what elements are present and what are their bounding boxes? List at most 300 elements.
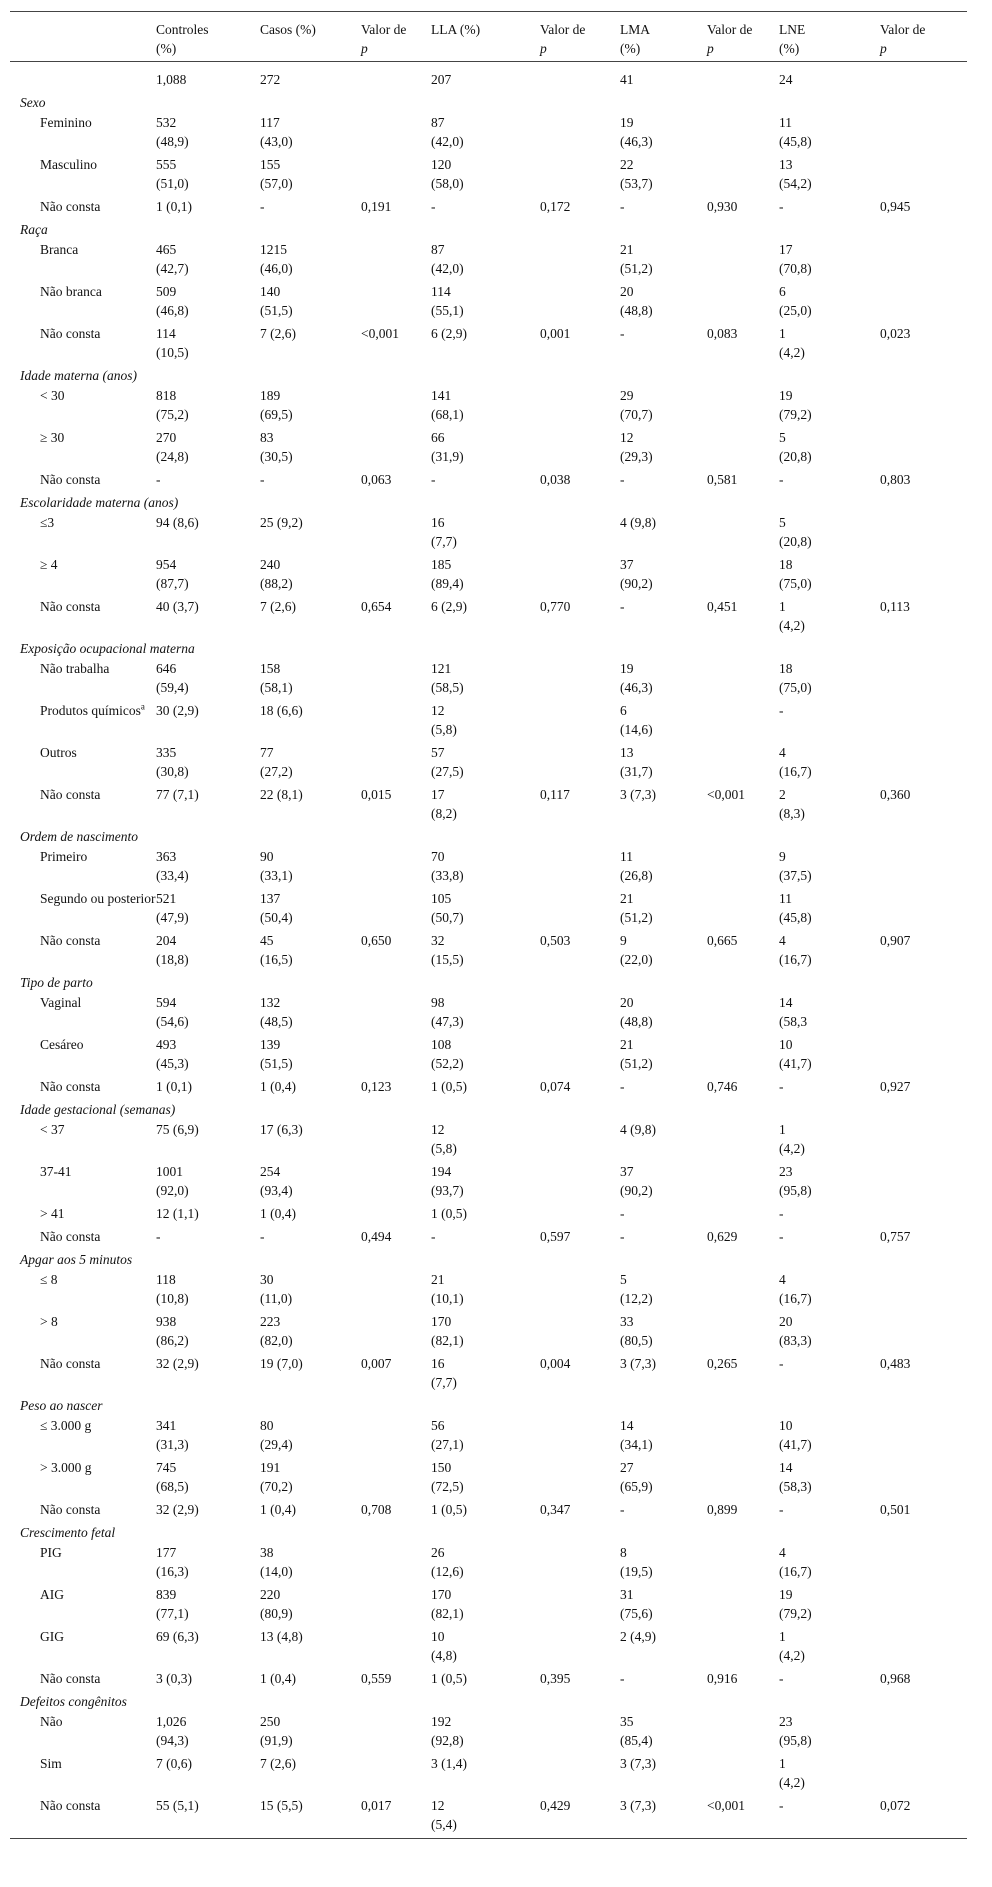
row-label-text: Sim [40, 1756, 62, 1771]
cell-value: 493 [156, 1037, 177, 1052]
row-label-text: Primeiro [40, 849, 88, 864]
table-cell [260, 1120, 361, 1162]
cell-value: 3 (7,3) [620, 1798, 656, 1813]
table-cell [540, 1500, 620, 1523]
cell-percent: (95,8) [779, 1183, 812, 1198]
table-cell [156, 597, 260, 639]
cell-percent: (50,4) [260, 910, 293, 925]
cell-value: 192 [431, 1714, 452, 1729]
cell-value: 745 [156, 1460, 177, 1475]
table-cell [361, 1204, 431, 1227]
table-cell [707, 113, 779, 155]
table-cell [361, 428, 431, 470]
table-cell [880, 1035, 967, 1077]
cell-value: 4 (9,8) [620, 515, 656, 530]
table-cell [260, 1627, 361, 1669]
cell-value: <0,001 [707, 1798, 745, 1813]
cell-value: 13 [620, 745, 634, 760]
cell-value: 1 (0,4) [260, 1502, 296, 1517]
cell-percent: (34,1) [620, 1437, 653, 1452]
table-cell [620, 470, 707, 493]
table-cell [880, 428, 967, 470]
table-cell [540, 743, 620, 785]
row-label [10, 240, 156, 282]
table-cell [260, 1543, 361, 1585]
cell-value: - [156, 472, 161, 487]
table-cell [431, 1416, 540, 1458]
cell-value: 1 [779, 1122, 786, 1137]
cell-value: - [779, 1671, 784, 1686]
table-cell [361, 597, 431, 639]
cell-value: 1 (0,4) [260, 1671, 296, 1686]
total-cell [707, 62, 779, 94]
table-cell [156, 993, 260, 1035]
table-cell [880, 743, 967, 785]
cell-value: 0,930 [707, 199, 738, 214]
table-row [10, 1035, 967, 1077]
cell-value: - [620, 326, 625, 341]
table-cell [707, 1543, 779, 1585]
table-cell [540, 1354, 620, 1396]
table-cell [431, 1458, 540, 1500]
table-cell [779, 1204, 880, 1227]
table-cell [620, 1035, 707, 1077]
cell-value: 80 [260, 1418, 274, 1433]
cell-value: 4 [779, 933, 786, 948]
cell-value: 1001 [156, 1164, 183, 1179]
cell-value: 139 [260, 1037, 281, 1052]
row-label [10, 701, 156, 743]
table-cell [431, 889, 540, 931]
cell-percent: (59,4) [156, 680, 189, 695]
table-cell [880, 1120, 967, 1162]
table-cell [361, 113, 431, 155]
table-cell [260, 386, 361, 428]
cell-value: 22 [620, 157, 634, 172]
table-row [10, 513, 967, 555]
cell-value: 132 [260, 995, 281, 1010]
cell-percent: (50,7) [431, 910, 464, 925]
table-cell [707, 197, 779, 220]
table-cell [156, 113, 260, 155]
table-cell [880, 1585, 967, 1627]
table-cell [156, 785, 260, 827]
cell-value: 0,451 [707, 599, 738, 614]
table-row [10, 1500, 967, 1523]
table-row [10, 1162, 967, 1204]
cell-percent: (16,3) [156, 1564, 189, 1579]
table-cell [779, 597, 880, 639]
table-cell [620, 1669, 707, 1692]
row-label [10, 1669, 156, 1692]
table-cell [540, 1312, 620, 1354]
section-row [10, 93, 967, 113]
table-cell [620, 1354, 707, 1396]
section-title: Defeitos congênitos [20, 1694, 127, 1709]
table-cell [779, 113, 880, 155]
table-cell [156, 1416, 260, 1458]
row-label-text: Vaginal [40, 995, 82, 1010]
cell-value: 6 (2,9) [431, 326, 467, 341]
table-cell [707, 889, 779, 931]
table-cell [361, 1035, 431, 1077]
table-cell [431, 1712, 540, 1754]
table-cell [707, 1585, 779, 1627]
table-cell [361, 1458, 431, 1500]
table-cell [361, 743, 431, 785]
cell-value: - [779, 703, 784, 718]
cell-value: 11 [779, 891, 792, 906]
cell-value: 0,650 [361, 933, 392, 948]
table-cell [779, 513, 880, 555]
cell-value: 20 [620, 284, 634, 299]
row-label-text: Não consta [40, 1502, 101, 1517]
cell-percent: (42,0) [431, 261, 464, 276]
table-row [10, 1354, 967, 1396]
table-cell [156, 659, 260, 701]
cell-value: 1 (0,5) [431, 1079, 467, 1094]
cell-value: 0,113 [880, 599, 910, 614]
cell-value: 0,074 [540, 1079, 571, 1094]
cell-percent: (82,1) [431, 1333, 464, 1348]
cell-value: <0,001 [707, 787, 745, 802]
cell-value: - [620, 1079, 625, 1094]
cell-percent: (31,3) [156, 1437, 189, 1452]
table-cell [620, 1204, 707, 1227]
column-header-text: (%) [620, 41, 641, 56]
table-cell [540, 1035, 620, 1077]
table-cell [156, 1500, 260, 1523]
row-label-text: Não branca [40, 284, 102, 299]
table-cell [260, 597, 361, 639]
cell-value: 57 [431, 745, 445, 760]
table-cell [431, 1354, 540, 1396]
table-cell [779, 1627, 880, 1669]
row-label [10, 597, 156, 639]
cell-value: 31 [620, 1587, 634, 1602]
table-cell [779, 1416, 880, 1458]
cell-percent: (48,5) [260, 1014, 293, 1029]
cell-value: 1 (0,5) [431, 1206, 467, 1221]
table-cell [707, 1712, 779, 1754]
total-cell: 41 [620, 72, 634, 87]
cell-percent: (54,2) [779, 176, 812, 191]
table-cell [431, 1162, 540, 1204]
cell-percent: (51,2) [620, 261, 653, 276]
cell-value: 0,191 [361, 199, 392, 214]
row-label-text: AIG [40, 1587, 64, 1602]
cell-value: 0,665 [707, 933, 738, 948]
table-cell [880, 1204, 967, 1227]
cell-value: 0,581 [707, 472, 738, 487]
table-cell [156, 1543, 260, 1585]
table-row [10, 555, 967, 597]
cell-value: 0,072 [880, 1798, 911, 1813]
cell-value: 29 [620, 388, 634, 403]
cell-percent: (68,1) [431, 407, 464, 422]
table-cell [620, 1458, 707, 1500]
cell-value: 94 (8,6) [156, 515, 199, 530]
cell-value: 14 [620, 1418, 634, 1433]
cell-percent: (46,0) [260, 261, 293, 276]
cell-value: 1 [779, 326, 786, 341]
cell-percent: (51,5) [260, 303, 293, 318]
column-header [880, 12, 967, 62]
table-cell [260, 931, 361, 973]
table-cell [361, 993, 431, 1035]
table-cell [260, 1669, 361, 1692]
cell-value: 17 [779, 242, 793, 257]
table-cell [779, 1796, 880, 1839]
table-cell [540, 324, 620, 366]
cell-value: 18 [779, 661, 793, 676]
cell-percent: (72,5) [431, 1479, 464, 1494]
cell-percent: (70,7) [620, 407, 653, 422]
cell-value: 8 [620, 1545, 627, 1560]
table-cell [361, 1669, 431, 1692]
cell-percent: (58,3 [779, 1014, 808, 1029]
table-cell [620, 785, 707, 827]
section-row [10, 827, 967, 847]
column-header-text: p [540, 41, 547, 56]
table-cell [156, 1712, 260, 1754]
table-cell [707, 993, 779, 1035]
cell-value: 27 [620, 1460, 634, 1475]
cell-value: 0,395 [540, 1671, 571, 1686]
table-cell [880, 470, 967, 493]
cell-value: 0,708 [361, 1502, 392, 1517]
cell-value: 0,083 [707, 326, 738, 341]
table-cell [260, 240, 361, 282]
table-cell [156, 1458, 260, 1500]
table-cell [779, 1227, 880, 1250]
cell-value: 0,916 [707, 1671, 738, 1686]
cell-value: 45 [260, 933, 274, 948]
table-cell [540, 931, 620, 973]
table-cell [361, 1077, 431, 1100]
cell-value: 66 [431, 430, 445, 445]
table-cell [540, 428, 620, 470]
cell-percent: (16,5) [260, 952, 293, 967]
table-cell [156, 1627, 260, 1669]
cell-percent: (20,8) [779, 449, 812, 464]
cell-value: - [431, 1229, 436, 1244]
table-cell [540, 1627, 620, 1669]
cell-value: 11 [779, 115, 792, 130]
table-cell [707, 931, 779, 973]
cell-value: 55 (5,1) [156, 1798, 199, 1813]
table-cell [260, 889, 361, 931]
cell-value: 4 [779, 1545, 786, 1560]
column-header-text: p [880, 41, 887, 56]
cell-value: 118 [156, 1272, 176, 1287]
cell-value: 1 (0,4) [260, 1079, 296, 1094]
table-cell [620, 701, 707, 743]
cell-value: 114 [156, 326, 176, 341]
cell-value: 20 [620, 995, 634, 1010]
row-label [10, 555, 156, 597]
column-header [361, 12, 431, 62]
table-cell [620, 513, 707, 555]
table-row [10, 993, 967, 1035]
table-cell [880, 1077, 967, 1100]
table-cell [540, 555, 620, 597]
table-cell [880, 847, 967, 889]
row-label [10, 1585, 156, 1627]
total-cell [540, 62, 620, 94]
table-cell [779, 386, 880, 428]
table-cell [707, 1312, 779, 1354]
table-cell [260, 1754, 361, 1796]
cell-value: 1,026 [156, 1714, 187, 1729]
cell-value: - [156, 1229, 161, 1244]
table-row [10, 743, 967, 785]
table-cell [779, 1077, 880, 1100]
table-row [10, 324, 967, 366]
cell-value: 140 [260, 284, 281, 299]
cell-value: 16 [431, 1356, 445, 1371]
table-cell [779, 785, 880, 827]
cell-value: 19 [620, 661, 634, 676]
table-cell [779, 743, 880, 785]
table-cell [779, 1035, 880, 1077]
cell-value: 40 (3,7) [156, 599, 199, 614]
cell-percent: (68,5) [156, 1479, 189, 1494]
cell-value: 0,265 [707, 1356, 738, 1371]
table-cell [880, 889, 967, 931]
cell-value: - [620, 1671, 625, 1686]
cell-value: 1 [779, 1629, 786, 1644]
table-cell [707, 701, 779, 743]
table-cell [620, 1585, 707, 1627]
table-cell [707, 1227, 779, 1250]
cell-value: 90 [260, 849, 274, 864]
cell-value: 19 (7,0) [260, 1356, 303, 1371]
cell-percent: (10,5) [156, 345, 189, 360]
section-title: Apgar aos 5 minutos [20, 1252, 133, 1267]
cell-value: 509 [156, 284, 177, 299]
table-cell [540, 1796, 620, 1839]
cell-value: 0,559 [361, 1671, 392, 1686]
section-title: Escolaridade materna (anos) [20, 495, 179, 510]
section-title: Tipo de parto [20, 975, 93, 990]
cell-value: 189 [260, 388, 281, 403]
cell-percent: (4,2) [779, 1648, 805, 1663]
table-row [10, 1120, 967, 1162]
row-label-text: Não consta [40, 326, 101, 341]
table-cell [540, 1162, 620, 1204]
table-cell [540, 1120, 620, 1162]
cell-value: - [620, 599, 625, 614]
table-row [10, 1077, 967, 1100]
table-cell [620, 1627, 707, 1669]
cell-value: - [431, 472, 436, 487]
table-cell [431, 1500, 540, 1523]
table-cell [260, 155, 361, 197]
table-cell [260, 1035, 361, 1077]
table-cell [779, 847, 880, 889]
cell-percent: (51,2) [620, 910, 653, 925]
cell-percent: (88,2) [260, 576, 293, 591]
table-cell [431, 324, 540, 366]
cell-percent: (41,7) [779, 1437, 812, 1452]
cell-percent: (58,0) [431, 176, 464, 191]
cell-percent: (80,9) [260, 1606, 293, 1621]
cell-percent: (31,9) [431, 449, 464, 464]
table-cell [156, 1312, 260, 1354]
totals-row [10, 62, 967, 94]
table-cell [540, 1416, 620, 1458]
cell-value: 240 [260, 557, 281, 572]
cell-value: 150 [431, 1460, 452, 1475]
cell-percent: (92,8) [431, 1733, 464, 1748]
table-row [10, 1712, 967, 1754]
table-cell [707, 1500, 779, 1523]
table-cell [431, 743, 540, 785]
cell-percent: (95,8) [779, 1733, 812, 1748]
cell-value: - [620, 1206, 625, 1221]
table-cell [361, 1354, 431, 1396]
cell-value: 21 [620, 242, 634, 257]
table-cell [779, 1270, 880, 1312]
cell-percent: (80,5) [620, 1333, 653, 1348]
row-label [10, 428, 156, 470]
row-label-text: Não consta [40, 933, 101, 948]
cell-value: 0,746 [707, 1079, 738, 1094]
cell-value: 30 (2,9) [156, 703, 199, 718]
cell-value: 223 [260, 1314, 281, 1329]
table-cell [880, 1458, 967, 1500]
table-cell [431, 1120, 540, 1162]
table-cell [880, 931, 967, 973]
table-cell [779, 1712, 880, 1754]
table-row [10, 470, 967, 493]
table-cell [260, 785, 361, 827]
table-cell [880, 197, 967, 220]
table-cell [620, 1120, 707, 1162]
cell-value: 6 [779, 284, 786, 299]
table-row [10, 386, 967, 428]
cell-percent: (45,8) [779, 134, 812, 149]
cell-percent: (48,9) [156, 134, 189, 149]
cell-percent: (83,3) [779, 1333, 812, 1348]
table-row [10, 1669, 967, 1692]
table-cell [431, 386, 540, 428]
table-cell [620, 428, 707, 470]
row-label [10, 1543, 156, 1585]
table-cell [540, 847, 620, 889]
table-cell [880, 659, 967, 701]
row-label-text: 37-41 [40, 1164, 72, 1179]
table-cell [431, 1543, 540, 1585]
table-cell [431, 282, 540, 324]
table-cell [361, 1796, 431, 1839]
table-cell [880, 282, 967, 324]
total-cell: 24 [779, 72, 793, 87]
section-row [10, 220, 967, 240]
table-cell [540, 1458, 620, 1500]
cell-value: 0,023 [880, 326, 911, 341]
table-cell [431, 1796, 540, 1839]
row-label [10, 847, 156, 889]
cell-percent: (7,7) [431, 534, 457, 549]
column-header-text: p [707, 41, 714, 56]
table-cell [431, 1585, 540, 1627]
table-cell [620, 1712, 707, 1754]
table-cell [361, 785, 431, 827]
table-cell [779, 1500, 880, 1523]
table-cell [156, 1227, 260, 1250]
